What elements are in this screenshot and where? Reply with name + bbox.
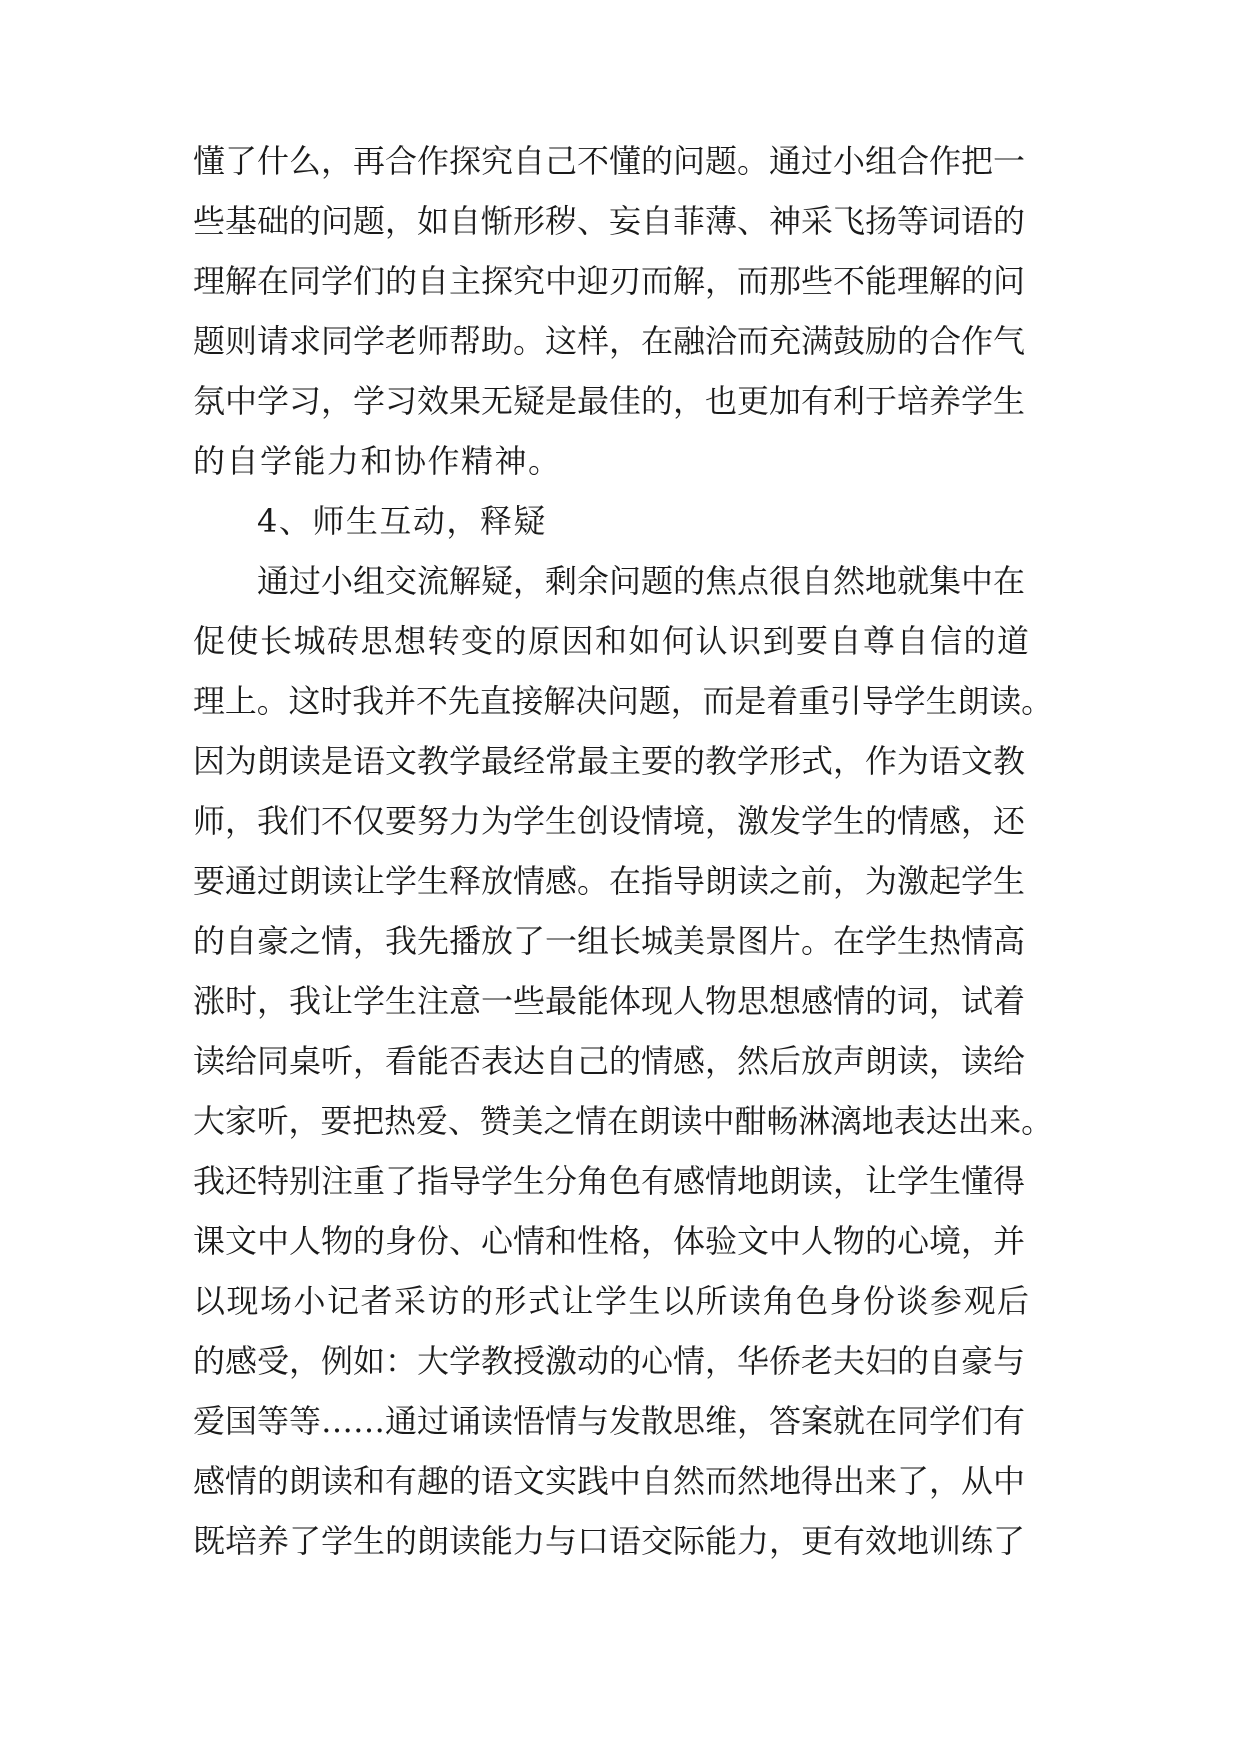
- text-line: 既培养了学生的朗读能力与口语交际能力，更有效地训练了: [193, 1522, 1026, 1560]
- text-line: 我还特别注重了指导学生分角色有感情地朗读，让学生懂得: [193, 1162, 1026, 1200]
- text-line: 要通过朗读让学生释放情感。在指导朗读之前，为激起学生: [193, 862, 1026, 900]
- text-line: 理上。这时我并不先直接解决问题，而是着重引导学生朗读。: [193, 682, 1054, 720]
- text-line: 涨时，我让学生注意一些最能体现人物思想感情的词，试着: [193, 982, 1026, 1020]
- text-line: 大家听，要把热爱、赞美之情在朗读中酣畅淋漓地表达出来。: [193, 1102, 1054, 1140]
- text-line: 课文中人物的身份、心情和性格，体验文中人物的心境，并: [193, 1222, 1026, 1260]
- text-line: 氛中学习，学习效果无疑是最佳的，也更加有利于培养学生: [193, 382, 1026, 420]
- text-line: 的感受，例如：大学教授激动的心情，华侨老夫妇的自豪与: [193, 1342, 1026, 1380]
- text-line: 通过小组交流解疑，剩余问题的焦点很自然地就集中在: [257, 562, 1026, 600]
- text-line: 促使长城砖思想转变的原因和如何认识到要自尊自信的道: [193, 622, 1031, 660]
- text-line: 些基础的问题，如自惭形秽、妄自菲薄、神采飞扬等词语的: [193, 202, 1026, 240]
- text-line: 的自豪之情，我先播放了一组长城美景图片。在学生热情高: [193, 922, 1026, 960]
- text-line: 题则请求同学老师帮助。这样，在融洽而充满鼓励的合作气: [193, 322, 1026, 360]
- text-line: 师，我们不仅要努力为学生创设情境，激发学生的情感，还: [193, 802, 1026, 840]
- text-line: 懂了什么，再合作探究自己不懂的问题。通过小组合作把一: [193, 142, 1026, 180]
- text-line: 读给同桌听，看能否表达自己的情感，然后放声朗读，读给: [193, 1042, 1026, 1080]
- text-line: 感情的朗读和有趣的语文实践中自然而然地得出来了，从中: [193, 1462, 1026, 1500]
- text-line: 因为朗读是语文教学最经常最主要的教学形式，作为语文教: [193, 742, 1026, 780]
- text-line: 以现场小记者采访的形式让学生以所读角色身份谈参观后: [193, 1282, 1031, 1320]
- section-heading: 4、师生互动，释疑: [257, 502, 547, 540]
- text-line: 爱国等等……通过诵读悟情与发散思维，答案就在同学们有: [193, 1402, 1026, 1440]
- text-line: 理解在同学们的自主探究中迎刃而解，而那些不能理解的问: [193, 262, 1026, 300]
- text-line: 的自学能力和协作精神。: [193, 442, 562, 480]
